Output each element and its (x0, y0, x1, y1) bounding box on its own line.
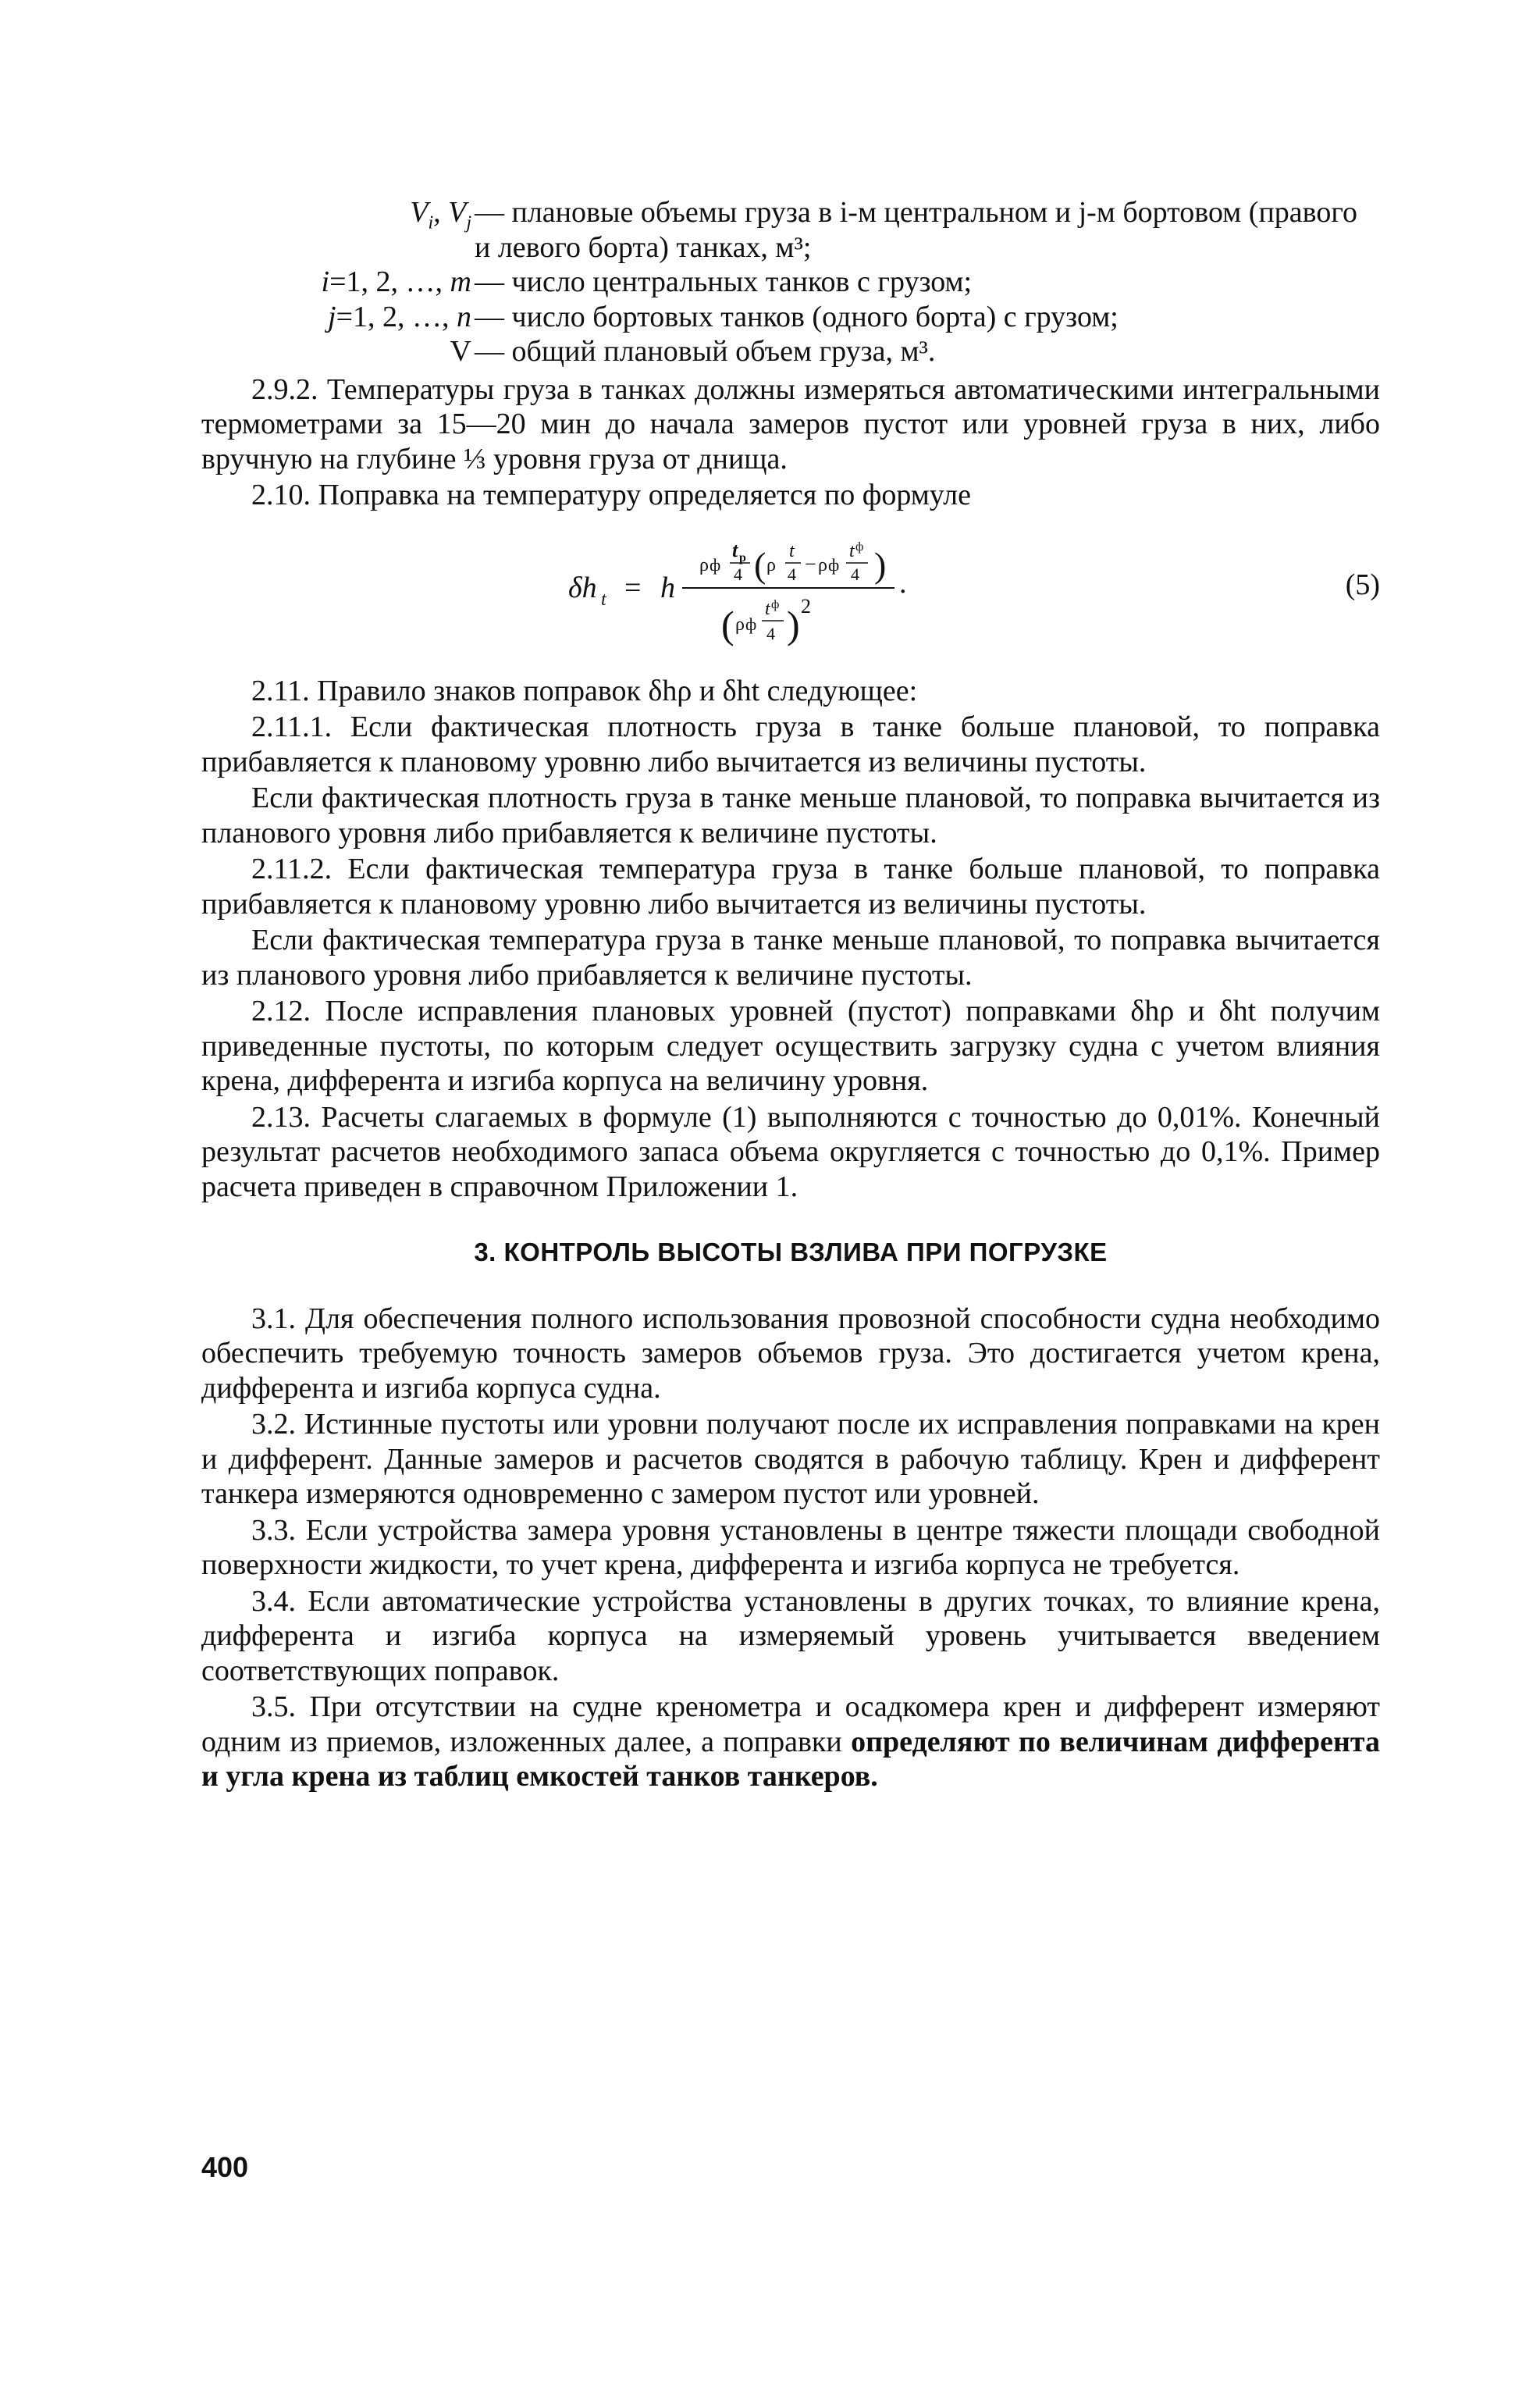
definition-text: — плановые объемы груза в i-м центральном и j-м бортовом (правого и левого борта) танках, м³; (475, 196, 1357, 264)
num-tf: t (849, 540, 855, 561)
page-number: 400 (201, 2151, 249, 2183)
definition-symbol: j=1, 2, …, n (328, 300, 471, 333)
paragraph-3-1: 3.1. Для обеспечения полного использования провозной способности судна необходимо обеспечить требуемую точность замеров объемов груза. Это достигается учетом крена, дифферента и изгиба корпуса судна. (201, 1302, 1380, 1405)
definition-symbol: i=1, 2, …, m (321, 265, 471, 298)
paragraph-3-5-start: 3.5. При отсутствии на судне кренометра и осадкомера крен и дифферент измеряют одним из приемов, изложенных далее, а поправки (201, 1690, 1380, 1758)
paragraph-3-5 (201, 1690, 1380, 1794)
svg-text:(: ( (754, 544, 766, 585)
paragraph-2-11-2b: Если фактическая температура груза в танке меньше плановой, то поправка вычитается из планового уровня либо прибавляется к величине пустоты. (201, 924, 1380, 992)
formula-5 (201, 518, 1380, 666)
den-four: 4 (766, 623, 775, 643)
definition-symbol: $V_i$, $V_j$ (410, 196, 471, 233)
svg-text:): ) (787, 602, 800, 646)
paragraph-3-4: 3.4. Если автоматические устройства установлены в других точках, то влияние крена, дифферента и изгиба корпуса на измеряемый уровень учитывается введением соответствующих поправок. (201, 1584, 1380, 1687)
definition-symbol: V (450, 335, 471, 368)
formula-lhs-sub: t (601, 589, 606, 610)
section-heading: 3. КОНТРОЛЬ ВЫСОТЫ ВЗЛИВА ПРИ ПОГРУЗКЕ (474, 1238, 1108, 1266)
num-tp: t (732, 538, 738, 561)
paragraph-2-11-1: 2.11.1. Если фактическая плотность груза в танке больше плановой, то поправка прибавляется к плановому уровню либо вычитается из величины пустоты. (201, 711, 1380, 778)
den-phi: ф (745, 614, 757, 634)
symbol-definitions (201, 195, 1380, 369)
num-four-3: 4 (851, 564, 859, 584)
paragraph-3-3: 3.3. Если устройства замера уровня установлены в центре тяжести площади свободной поверхности жидкости, то учет крена, дифферента и изгиба корпуса не требуется. (201, 1513, 1380, 1581)
definition-text: — число бортовых танков (одного борта) с грузом; (475, 300, 1119, 333)
num-t: t (789, 540, 795, 561)
formula-h: h (660, 571, 675, 604)
den-tf-sup: ф (771, 597, 780, 611)
definition-row (201, 195, 1380, 265)
num-rho-3: ρ (818, 554, 827, 575)
num-rho-2: ρ (766, 554, 776, 575)
paragraph-2-10: 2.10. Поправка на температуру определяется по формуле (251, 479, 971, 511)
definition-text: — число центральных танков с грузом; (475, 265, 973, 298)
num-four-2: 4 (788, 564, 796, 584)
paragraph-2-13: 2.13. Расчеты слагаемых в формуле (1) выполняются с точностью до 0,01%. Конечный результат расчетов необходимого запаса объема округляется с точностью до 0,1%. Пример расчета приведен в справочном Приложении 1. (201, 1100, 1380, 1203)
paragraph-2-11-1b: Если фактическая плотность груза в танке меньше плановой, то поправка вычитается из планового уровня либо прибавляется к величине пустоты. (201, 782, 1380, 849)
den-tf: t (765, 598, 770, 619)
den-rho: ρ (735, 614, 745, 635)
num-rho: ρ (699, 554, 709, 575)
paragraph-3-5-end: определяют по величинам дифферента и угла крена из таблиц емкостей танков танкеров. (201, 1725, 1380, 1793)
paragraph-2-12: 2.12. После исправления плановых уровней (пустот) поправками δhρ и δht получим приведенные пустоты, по которым следует осуществить загрузку судна с учетом влияния крена, дифферента и изгиба корпуса на величину уровня. (201, 995, 1380, 1097)
definition-text: — общий плановый объем груза, м³. (475, 335, 936, 368)
num-minus: − (805, 552, 816, 575)
formula-lhs: δh (568, 571, 597, 604)
definition-row (201, 334, 1380, 369)
num-tp-sub: р (739, 550, 746, 565)
definition-row (201, 265, 1380, 300)
formula-dot: . (899, 566, 907, 600)
svg-text:(: ( (721, 602, 734, 646)
num-four-1: 4 (734, 564, 742, 584)
page-body (201, 195, 1380, 1794)
paragraph-2-11-2: 2.11.2. Если фактическая температура груза в танке больше плановой, то поправка прибавляется к плановому уровню либо вычитается из величины пустоты. (201, 853, 1380, 921)
formula-equals: = (624, 571, 642, 604)
paragraph-2-11: 2.11. Правило знаков поправок δhρ и δht следующее: (251, 674, 918, 707)
svg-text:): ) (874, 544, 887, 585)
den-square: 2 (801, 594, 811, 618)
num-tf-sup: ф (855, 540, 864, 554)
num-phi-2: ф (828, 554, 840, 575)
definition-row (201, 300, 1380, 335)
paragraph-3-2: 3.2. Истинные пустоты или уровни получают после их исправления поправками на крен и дифферент. Данные замеров и расчетов сводятся в рабочую таблицу. Крен и дифферент танкера измеряются одновременно с замером пустот или уровней. (201, 1408, 1380, 1510)
equation-number: (5) (1345, 568, 1380, 601)
temperature-correction-formula (568, 522, 1037, 663)
paragraph-2-9-2: 2.9.2. Температуры груза в танках должны измеряться автоматическими интегральными термометрами за 15—20 мин до начала замеров пустот или уровней груза в них, либо вручную на глубине ⅓ уровня груза от днища. (201, 372, 1380, 475)
num-phi: ф (710, 554, 721, 575)
